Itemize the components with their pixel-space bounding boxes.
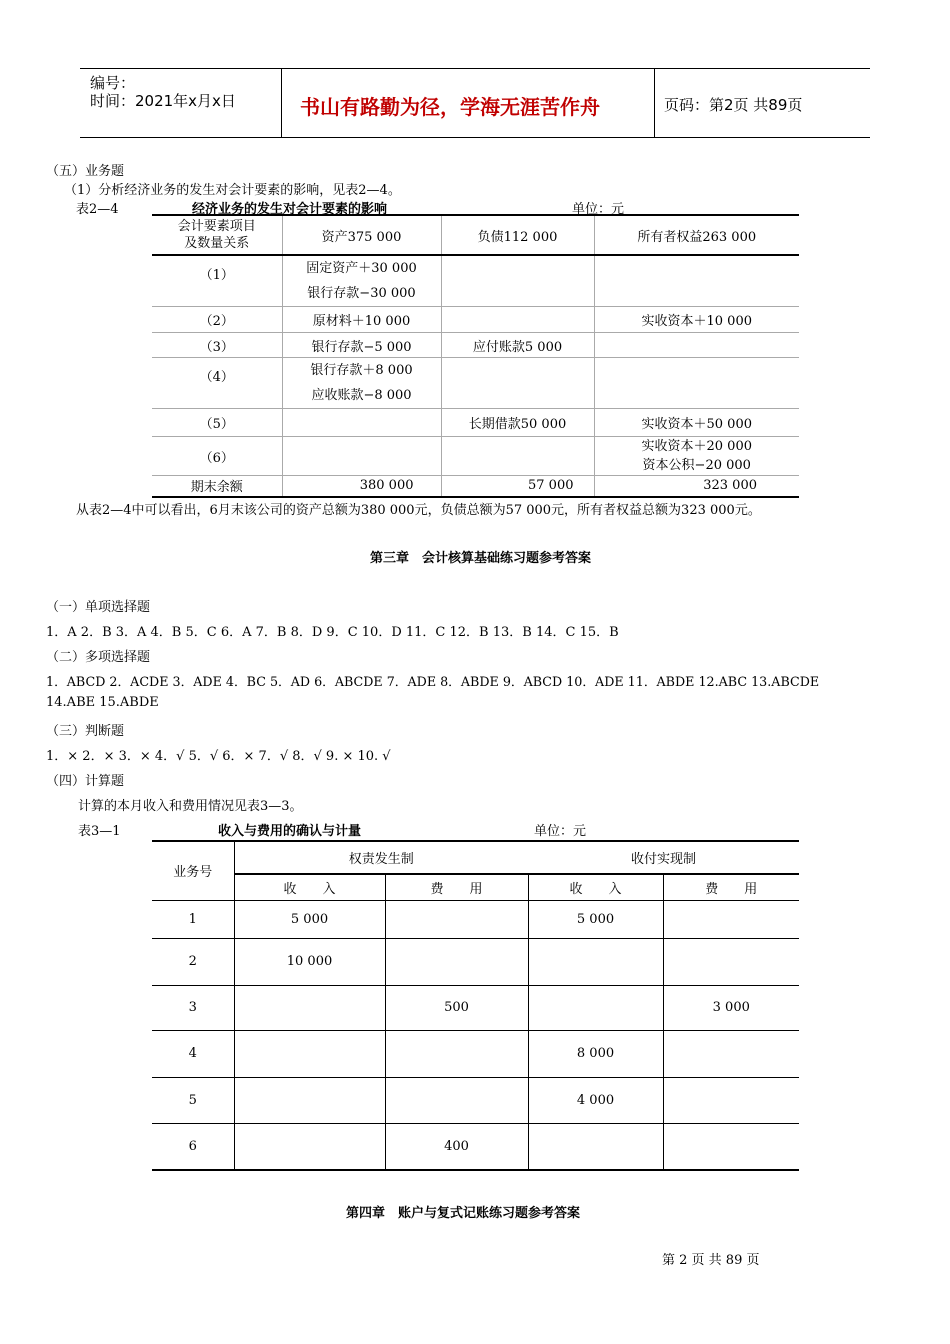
row-id: （3） xyxy=(152,333,282,358)
asset-cell: 原材料＋10 000 xyxy=(282,307,441,333)
header-acc-income: 收 入 xyxy=(234,874,385,900)
header-motto: 书山有路勤为径，学海无涯苦作舟 xyxy=(300,95,600,119)
cash-income-cell xyxy=(528,1123,663,1170)
table-3-1 xyxy=(152,840,799,1171)
cash-expense-cell xyxy=(663,938,799,985)
acc-expense-cell: 400 xyxy=(385,1123,528,1170)
cash-income-cell xyxy=(528,985,663,1030)
table-row xyxy=(152,900,799,938)
asset-cell xyxy=(282,437,441,476)
row-id: （1） xyxy=(152,255,282,307)
table-row xyxy=(152,255,799,307)
acc-income-cell xyxy=(234,1077,385,1123)
header-acc-expense: 费 用 xyxy=(385,874,528,900)
row-id: （2） xyxy=(152,307,282,333)
cash-expense-cell: 3 000 xyxy=(663,985,799,1030)
table-row xyxy=(152,1030,799,1077)
asset-cell xyxy=(282,358,441,409)
cash-income-cell: 4 000 xyxy=(528,1077,663,1123)
cell-line: 资本公积−20 000 xyxy=(642,458,751,473)
liability-cell: 长期借款50 000 xyxy=(441,409,594,437)
acc-income-cell: 10 000 xyxy=(234,938,385,985)
section5-conclusion: 从表2—4中可以看出，6月末该公司的资产总额为380 000元，负债总额为57 000元，所有者权益总额为323 000元。 xyxy=(76,503,761,518)
liability-cell xyxy=(441,255,594,307)
row-id: 4 xyxy=(152,1030,234,1077)
cash-expense-cell xyxy=(663,1123,799,1170)
liability-cell: 应付账款5 000 xyxy=(441,333,594,358)
header-cell: 资产375 000 xyxy=(282,215,441,255)
table-row xyxy=(152,333,799,358)
cash-expense-cell xyxy=(663,900,799,938)
header-divider xyxy=(654,69,655,137)
calc-heading: （四）计算题 xyxy=(46,774,125,789)
row-id: 1 xyxy=(152,900,234,938)
closing-label: 期末余额 xyxy=(152,476,282,497)
header-cell xyxy=(152,215,282,255)
liability-cell xyxy=(441,437,594,476)
closing-asset: 380 000 xyxy=(282,476,441,497)
liability-cell xyxy=(441,307,594,333)
table-2-4 xyxy=(152,214,799,498)
cash-income-cell: 5 000 xyxy=(528,900,663,938)
row-id: （6） xyxy=(152,437,282,476)
acc-expense-cell: 500 xyxy=(385,985,528,1030)
page-footer: 第 2 页 共 89 页 xyxy=(662,1253,760,1268)
cash-expense-cell xyxy=(663,1030,799,1077)
cell-line: 银行存款＋8 000 xyxy=(310,363,413,378)
calc-intro: 计算的本月收入和费用情况见表3—3。 xyxy=(78,799,303,814)
table-row xyxy=(152,1077,799,1123)
table-row xyxy=(152,307,799,333)
chapter3-title: 第三章 会计核算基础练习题参考答案 xyxy=(370,551,592,566)
asset-cell: 银行存款−5 000 xyxy=(282,333,441,358)
closing-liability: 57 000 xyxy=(441,476,594,497)
table31-label: 表3—1 xyxy=(78,824,121,839)
equity-cell xyxy=(594,255,799,307)
acc-expense-cell xyxy=(385,1077,528,1123)
multi-choice-answers-cont: 14.ABE 15.ABDE xyxy=(46,695,159,710)
equity-cell: 实收资本＋10 000 xyxy=(594,307,799,333)
acc-income-cell xyxy=(234,1123,385,1170)
single-choice-heading: （一）单项选择题 xyxy=(46,600,151,615)
cash-expense-cell xyxy=(663,1077,799,1123)
equity-cell xyxy=(594,437,799,476)
asset-cell xyxy=(282,255,441,307)
table-row xyxy=(152,437,799,476)
cell-line: 固定资产＋30 000 xyxy=(306,261,417,276)
cell-line: 实收资本＋20 000 xyxy=(641,439,752,454)
acc-income-cell xyxy=(234,1030,385,1077)
table-header-row xyxy=(152,215,799,255)
header-business: 业务号 xyxy=(152,841,234,900)
table-header-row xyxy=(152,841,799,874)
row-id: （5） xyxy=(152,409,282,437)
table31-title: 收入与费用的确认与计量 xyxy=(218,824,362,839)
single-choice-answers: 1．A 2．B 3．A 4．B 5．C 6．A 7．B 8．D 9．C 10．D 11．C 12．B 13．B 14．C 15．B xyxy=(46,625,619,640)
header-cell: 所有者权益263 000 xyxy=(594,215,799,255)
equity-cell xyxy=(594,358,799,409)
closing-row xyxy=(152,476,799,497)
table24-title: 经济业务的发生对会计要素的影响 xyxy=(192,202,388,217)
equity-cell xyxy=(594,333,799,358)
header-cell: 负债112 000 xyxy=(441,215,594,255)
acc-income-cell xyxy=(234,985,385,1030)
row-id: （4） xyxy=(152,358,282,409)
row-id: 2 xyxy=(152,938,234,985)
row-id: 3 xyxy=(152,985,234,1030)
acc-expense-cell xyxy=(385,1030,528,1077)
header-text: 及数量关系 xyxy=(184,236,250,251)
row-id: 5 xyxy=(152,1077,234,1123)
table24-label: 表2—4 xyxy=(76,202,119,217)
acc-expense-cell xyxy=(385,938,528,985)
table-row xyxy=(152,409,799,437)
cash-income-cell xyxy=(528,938,663,985)
header-cash-expense: 费 用 xyxy=(663,874,799,900)
asset-cell xyxy=(282,409,441,437)
cell-line: 银行存款−30 000 xyxy=(307,286,416,301)
closing-equity: 323 000 xyxy=(594,476,799,497)
header-divider xyxy=(281,69,282,137)
acc-expense-cell xyxy=(385,900,528,938)
cash-income-cell: 8 000 xyxy=(528,1030,663,1077)
table24-unit: 单位：元 xyxy=(572,202,625,217)
table-row xyxy=(152,1123,799,1170)
section5-intro: （1）分析经济业务的发生对会计要素的影响，见表2—4。 xyxy=(64,183,401,198)
header-cash: 收付实现制 xyxy=(528,841,799,874)
header-page: 页码：第2页 共89页 xyxy=(664,96,803,114)
multi-choice-answers: 1．ABCD 2．ACDE 3．ADE 4．BC 5．AD 6．ABCDE 7．ADE 8．ABDE 9．ABCD 10．ADE 11．ABDE 12.ABC 13.ABCDE xyxy=(46,674,820,689)
header-cash-income: 收 入 xyxy=(528,874,663,900)
header-accrual: 权责发生制 xyxy=(234,841,528,874)
header-text: 会计要素项目 xyxy=(177,219,256,234)
table-subheader-row xyxy=(152,874,799,900)
row-id: 6 xyxy=(152,1123,234,1170)
judge-answers: 1．× 2．× 3．× 4．√ 5．√ 6．× 7．√ 8．√ 9. × 10. √ xyxy=(46,749,391,764)
equity-cell: 实收资本＋50 000 xyxy=(594,409,799,437)
section5-heading: （五）业务题 xyxy=(46,164,125,179)
table31-unit: 单位：元 xyxy=(534,824,587,839)
acc-income-cell: 5 000 xyxy=(234,900,385,938)
header-time: 时间：2021年x月x日 xyxy=(90,92,236,110)
chapter4-title: 第四章 账户与复式记账练习题参考答案 xyxy=(346,1206,581,1221)
table-row xyxy=(152,985,799,1030)
multi-choice-heading: （二）多项选择题 xyxy=(46,650,151,665)
liability-cell xyxy=(441,358,594,409)
cell-line: 应收账款−8 000 xyxy=(311,388,412,403)
table-row xyxy=(152,938,799,985)
header-number: 编号： xyxy=(90,74,136,92)
judge-heading: （三）判断题 xyxy=(46,724,125,739)
table-row xyxy=(152,358,799,409)
